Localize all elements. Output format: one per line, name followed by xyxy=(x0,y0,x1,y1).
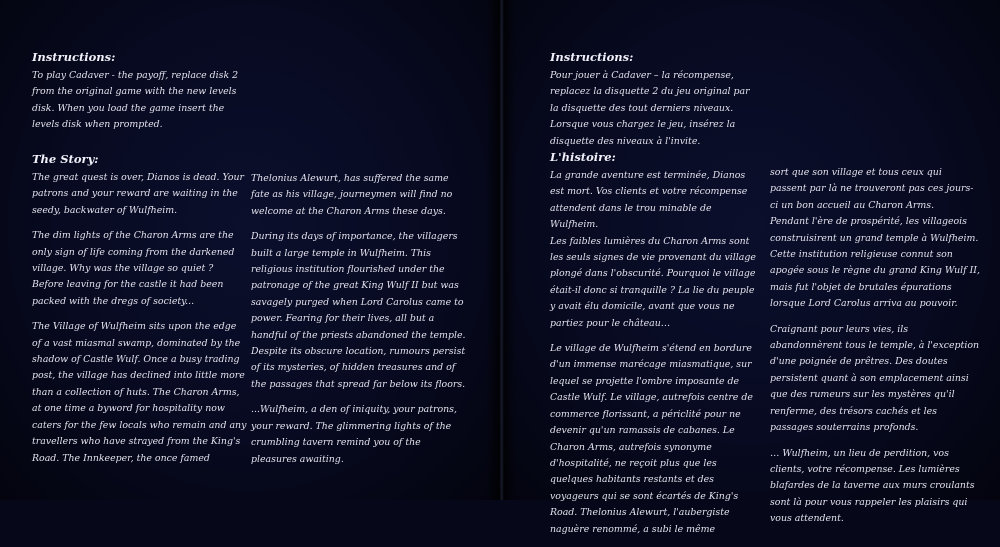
english-story-paragraph: Thelonius Alewurt, has suffered the same fate as his village, journeymen will find no welcome at the Charon Arms these days. xyxy=(251,173,453,217)
french-story-column-2 xyxy=(770,165,980,537)
english-story-paragraph: The dim lights of the Charon Arms are the only sign of life coming from the darkened village. Why was the village so quiet ? Before leaving for the castle it had been packed with the dregs of society... xyxy=(32,230,235,307)
french-story-paragraph: Le village de Wulfheim s'étend en bordure d'un immense marécage miasmatique, sur lequel se projette l'ombre imposante de Castle Wulf. Le village, autrefois centre de commerce florissant, a périclité pour ne devenir qu'un ramassis de cabanes. Le Charon Arms, autrefois synonyme d'hospitalité, ne reçoit plus que les quelques habitants restants et des voyageurs qui se sont écartés de King's Road. Thelonius Alewurt, l'aubergiste naguère renommé, a subi le même xyxy=(550,343,753,535)
english-story-paragraph: The great quest is over, Dianos is dead. Your patrons and your reward are waiting in the seedy, backwater of Wulfheim. xyxy=(32,172,245,216)
french-story-paragraph: sort que son village et tous ceux qui passent par là ne trouveront pas ces jours-ci un bon accueil au Charon Arms. Pendant l'ère de prospérité, les villageois construisirent un grand temple à Wulfheim. Cette institution religieuse connut son apogée sous le règne du grand King Wulf II, mais fut l'objet de brutales épurations lorsque Lord Carolus arriva au pouvoir. xyxy=(770,167,980,310)
french-story-heading: L'histoire: xyxy=(550,150,616,164)
french-instructions-text: Pour jouer à Cadaver – la récompense, replacez la disquette 2 du jeu original par la disquette des tout derniers niveaux. Lorsque vous chargez le jeu, insérez la disquette des niveaux à l'invite. xyxy=(550,70,750,147)
english-instructions xyxy=(32,50,247,143)
english-instructions-heading: Instructions: xyxy=(32,50,116,64)
english-story-paragraph: ...Wulfheim, a den of iniquity, your patrons, your reward. The glimmering lights of the crumbling tavern remind you of the pleasures awaiting. xyxy=(251,404,457,465)
english-story-heading: The Story: xyxy=(32,152,99,166)
center-fold xyxy=(486,0,516,500)
french-story-column-1 xyxy=(550,150,760,547)
english-story-column-1 xyxy=(32,152,247,476)
french-story-paragraph: Craignant pour leurs vies, ils abandonnèrent tous le temple, à l'exception d'une poignée de prêtres. Des doutes persistent quant à son emplacement ainsi que des rumeurs sur les mystères qu'il renferme, des trésors cachés et les passages souterrains profonds. xyxy=(770,323,980,434)
english-story-paragraph: During its days of importance, the villagers built a large temple in Wulfheim. This religious institution flourished under the patronage of the great King Wulf II but was savagely purged when Lord Carolus came to power. Fearing for their lives, all but a handful of the priests abandoned the temple. Despite its obscure location, rumours persist of its mysteries, of hidden treasures and of the passages that spread far below its floors. xyxy=(251,231,466,390)
french-story-paragraph: La grande aventure est terminée, Dianos est mort. Vos clients et votre récompense attendent dans le trou minable de Wulfheim. Les faibles lumières du Charon Arms sont les seuls signes de vie provenant du village plongé dans l'obscurité. Pourquoi le village était-il donc si tranquille ? La lie du peuple y avait élu domicile, avant que vous ne partiez pour le château… xyxy=(550,170,756,329)
english-story-paragraph: The Village of Wulfheim sits upon the edge of a vast miasmal swamp, dominated by the shadow of Castle Wulf. Once a busy trading post, the village has declined into little more than a collection of huts. The Charon Arms, at one time a byword for hospitality now caters for the few locals who remain and any travellers who have strayed from the King's Road. The Innkeeper, the once famed xyxy=(32,321,247,464)
english-instructions-text: To play Cadaver - the payoff, replace disk 2 from the original game with the new levels disk. When you load the game insert the levels disk when prompted. xyxy=(32,70,239,131)
french-story-paragraph: … Wulfheim, un lieu de perdition, vos clients, votre récompense. Les lumières blafardes de la taverne aux murs croulants sont là pour vous rappeler les plaisirs qui vous attendent. xyxy=(770,447,975,525)
french-instructions xyxy=(550,50,760,159)
french-instructions-heading: Instructions: xyxy=(550,50,634,64)
english-page xyxy=(0,0,500,500)
english-story-column-2 xyxy=(251,171,466,477)
french-page xyxy=(500,0,1000,535)
